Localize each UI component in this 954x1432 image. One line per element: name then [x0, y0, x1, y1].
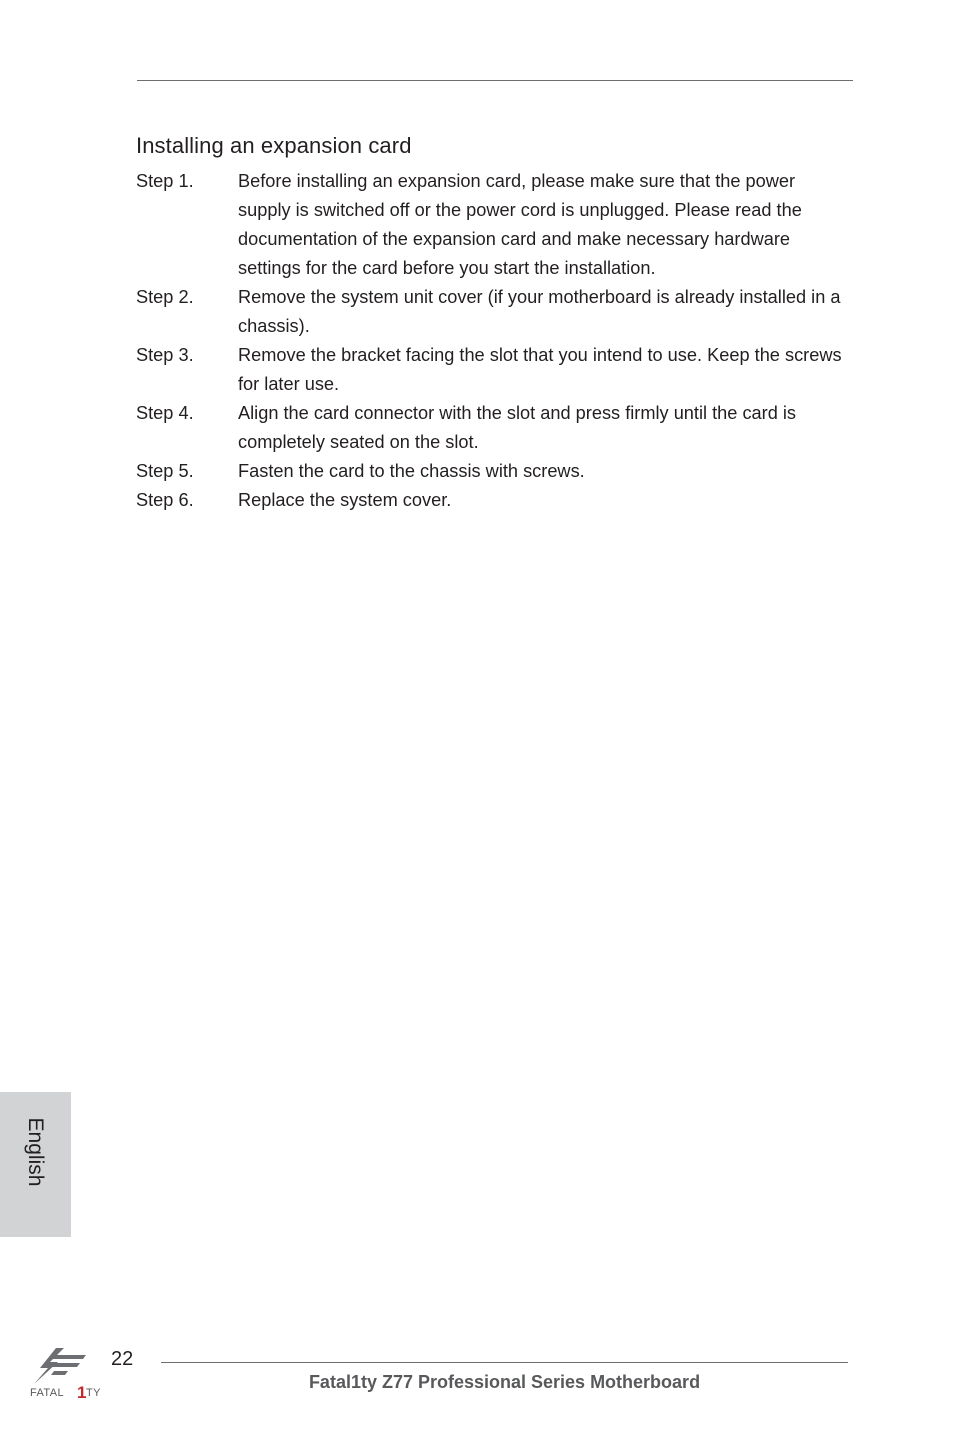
step-item	[136, 457, 848, 486]
step-label: Step 4.	[136, 403, 194, 423]
step-item	[136, 283, 848, 341]
header-rule	[137, 80, 853, 81]
footer-rule	[161, 1362, 848, 1363]
step-item	[136, 341, 848, 399]
step-text: Replace the system cover.	[238, 490, 452, 510]
step-text: Fasten the card to the chassis with screws.	[238, 461, 585, 481]
svg-text:FATAL: FATAL	[30, 1387, 64, 1399]
language-tab-label: English	[24, 1117, 47, 1187]
svg-text:1: 1	[77, 1383, 87, 1402]
step-label: Step 2.	[136, 287, 194, 307]
step-item	[136, 167, 848, 283]
step-label: Step 6.	[136, 490, 194, 510]
step-list	[136, 167, 848, 515]
footer-title: Fatal1ty Z77 Professional Series Motherboard	[308, 1372, 701, 1392]
step-text: Remove the system unit cover (if your motherboard is already installed in a chassis).	[238, 287, 841, 336]
step-text: Align the card connector with the slot and press firmly until the card is completely seated on the slot.	[238, 403, 797, 452]
page-number: 22	[111, 1348, 134, 1370]
step-label: Step 1.	[136, 171, 194, 191]
step-text: Remove the bracket facing the slot that you intend to use. Keep the screws for later use.	[238, 345, 842, 394]
fatal1ty-logo-icon	[28, 1346, 106, 1404]
step-label: Step 5.	[136, 461, 194, 481]
step-label: Step 3.	[136, 345, 194, 365]
step-item	[136, 399, 848, 457]
step-text: Before installing an expansion card, please make sure that the power supply is switched off or the power cord is unplugged. Please read the documentation of the expansion card and make necessary hardware settings for the card before you start the installation.	[238, 171, 802, 278]
step-item	[136, 486, 848, 515]
svg-text:TY: TY	[86, 1387, 101, 1399]
section-title: Installing an expansion card	[136, 133, 412, 158]
